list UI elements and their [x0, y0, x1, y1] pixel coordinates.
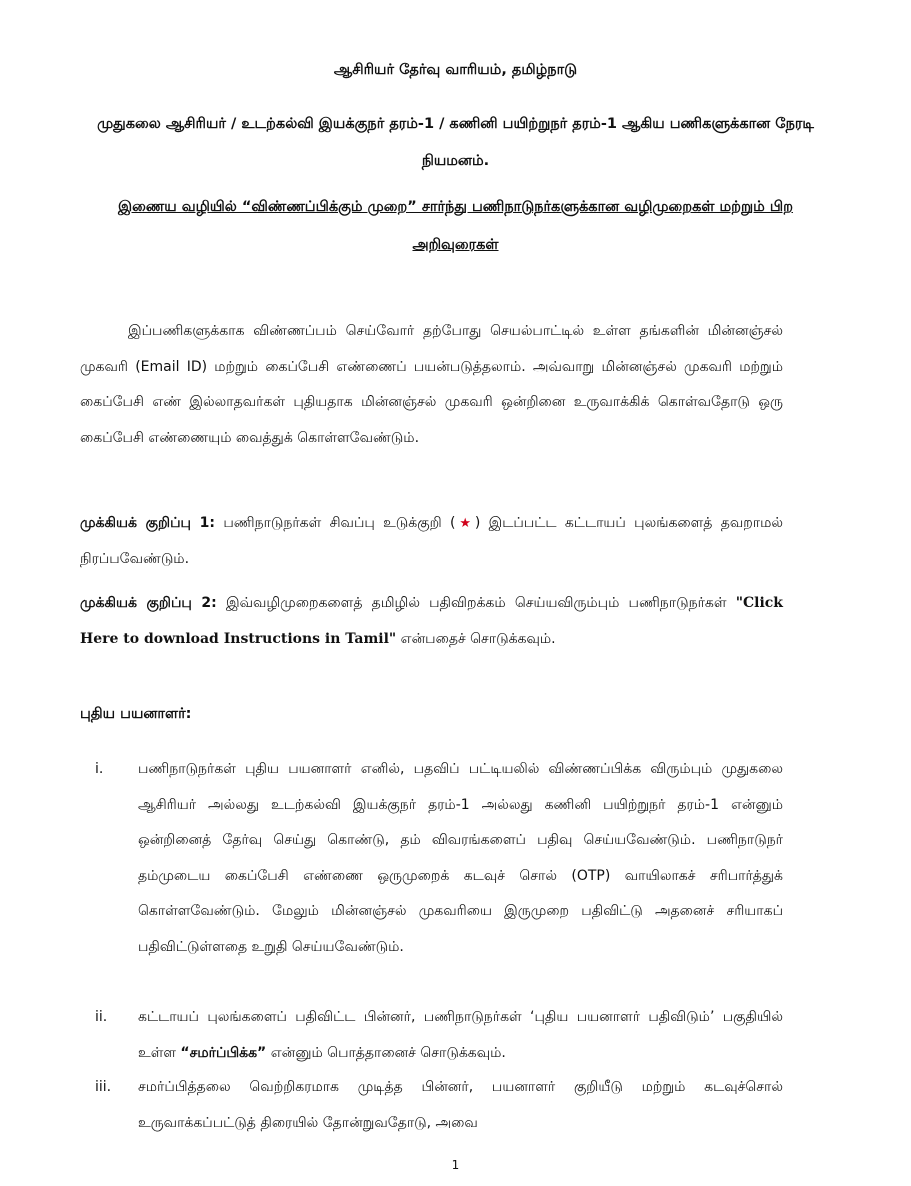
- list-item: [80, 1070, 783, 1141]
- list-item-text: சமர்ப்பித்தலை வெற்றிகரமாக முடித்த பின்னர், பயனாளர் குறியீடு மற்றும் கடவுச்சொல் உருவாக்கப்பட்டுத் திரையில் தோன்றுவதோடு, அவை: [138, 1079, 783, 1131]
- recruitment-title: முதுகலை ஆசிரியர் / உடற்கல்வி இயக்குநர் தரம்-1 / கணினி பயிற்றுநர் தரம்-1 ஆகிய பணிகளுக்கான நேரடி நியமனம்.: [97, 116, 814, 169]
- submit-button-name: “சமர்ப்பிக்க”: [180, 1044, 267, 1061]
- important-note-1: [80, 506, 783, 577]
- list-item-text: பணிநாடுநர்கள் புதிய பயனாளர் எனில், பதவிப் பட்டியலில் விண்ணப்பிக்க விரும்பும் முதுகலை ஆசிரியர் அல்லது உடற்கல்வி இயக்குநர் தரம்-1 அல்லது கணினி பயிற்றுநர் தரம்-1 என்னும் ஒன்றினைத் தேர்வு செய்து கொண்டு, தம் விவரங்களைப் பதிவு செய்யவேண்டும். பணிநாடுநர் தம்முடைய கைப்பேசி எண்ணை ஒருமுறைக் கடவுச் சொல் (OTP) வாயிலாகச் சரிபார்த்துக் கொள்ளவேண்டும். மேலும் மின்னஞ்சல் முகவரியை இருமுறை பதிவிட்டு அதனைச் சரியாகப் பதிவிட்டுள்ளதை உறுதி செய்யவேண்டும்.: [138, 761, 783, 955]
- list-item: [80, 752, 783, 965]
- list-item-number: i.: [95, 761, 104, 777]
- important-note-2: [80, 586, 783, 657]
- download-instructions-link[interactable]: "Click Here to download Instructions in Tamil": [80, 595, 783, 647]
- list-item: [80, 1000, 783, 1071]
- list-item-number: iii.: [95, 1079, 112, 1095]
- item-2-text-before: கட்டாயப் புலங்களைப் பதிவிட்ட பின்னர், பணிநாடுநர்கள் ‘புதிய பயனாளர் பதிவிடும்’ பகுதியில் உள்ள: [138, 1009, 783, 1061]
- note-1-text-after: ) இடப்பட்ட கட்டாயப் புலங்களைத் தவறாமல் நிரப்பவேண்டும்.: [80, 515, 783, 567]
- list-item-number: ii.: [95, 1009, 108, 1025]
- note-1-text-before: பணிநாடுநர்கள் சிவப்பு உடுக்குறி (: [215, 515, 456, 531]
- note-2-text-before: இவ்வழிமுறைகளைத் தமிழில் பதிவிறக்கம் செய்யவிரும்பும் பணிநாடுநர்கள்: [216, 595, 736, 611]
- intro-paragraph: இப்பணிகளுக்காக விண்ணப்பம் செய்வோர் தற்போது செயல்பாட்டில் உள்ள தங்களின் மின்னஞ்சல் முகவரி (Email ID) மற்றும் கைப்பேசி எண்ணைப் பயன்படுத்தலாம். அவ்வாறு மின்னஞ்சல் முகவரி மற்றும் கைப்பேசி எண் இல்லாதவர்கள் புதியதாக மின்னஞ்சல் முகவரி ஒன்றினை உருவாக்கிக் கொள்வதோடு ஒரு கைப்பேசி எண்ணையும் வைத்துக் கொள்ளவேண்டும்.: [80, 323, 783, 446]
- note-2-label: முக்கியக் குறிப்பு 2:: [80, 595, 217, 611]
- new-users-heading: புதிய பயனாளர்:: [80, 706, 192, 722]
- page-number: 1: [451, 1158, 460, 1172]
- item-2-text-after: என்னும் பொத்தானைச் சொடுக்கவும்.: [266, 1044, 506, 1061]
- red-star-icon: ★: [455, 516, 475, 531]
- note-1-label: முக்கியக் குறிப்பு 1:: [80, 515, 216, 531]
- list-item-text: [138, 1000, 783, 1071]
- board-title: ஆசிரியர் தேர்வு வாரியம், தமிழ்நாடு: [333, 62, 578, 78]
- note-2-text-after: என்பதைச் சொடுக்கவும்.: [396, 630, 556, 647]
- instructions-title: இணைய வழியில் “விண்ணப்பிக்கும் முறை” சார்ந்து பணிநாடுநர்களுக்கான வழிமுறைகள் மற்றும் பிற அறிவுரைகள்: [118, 199, 793, 253]
